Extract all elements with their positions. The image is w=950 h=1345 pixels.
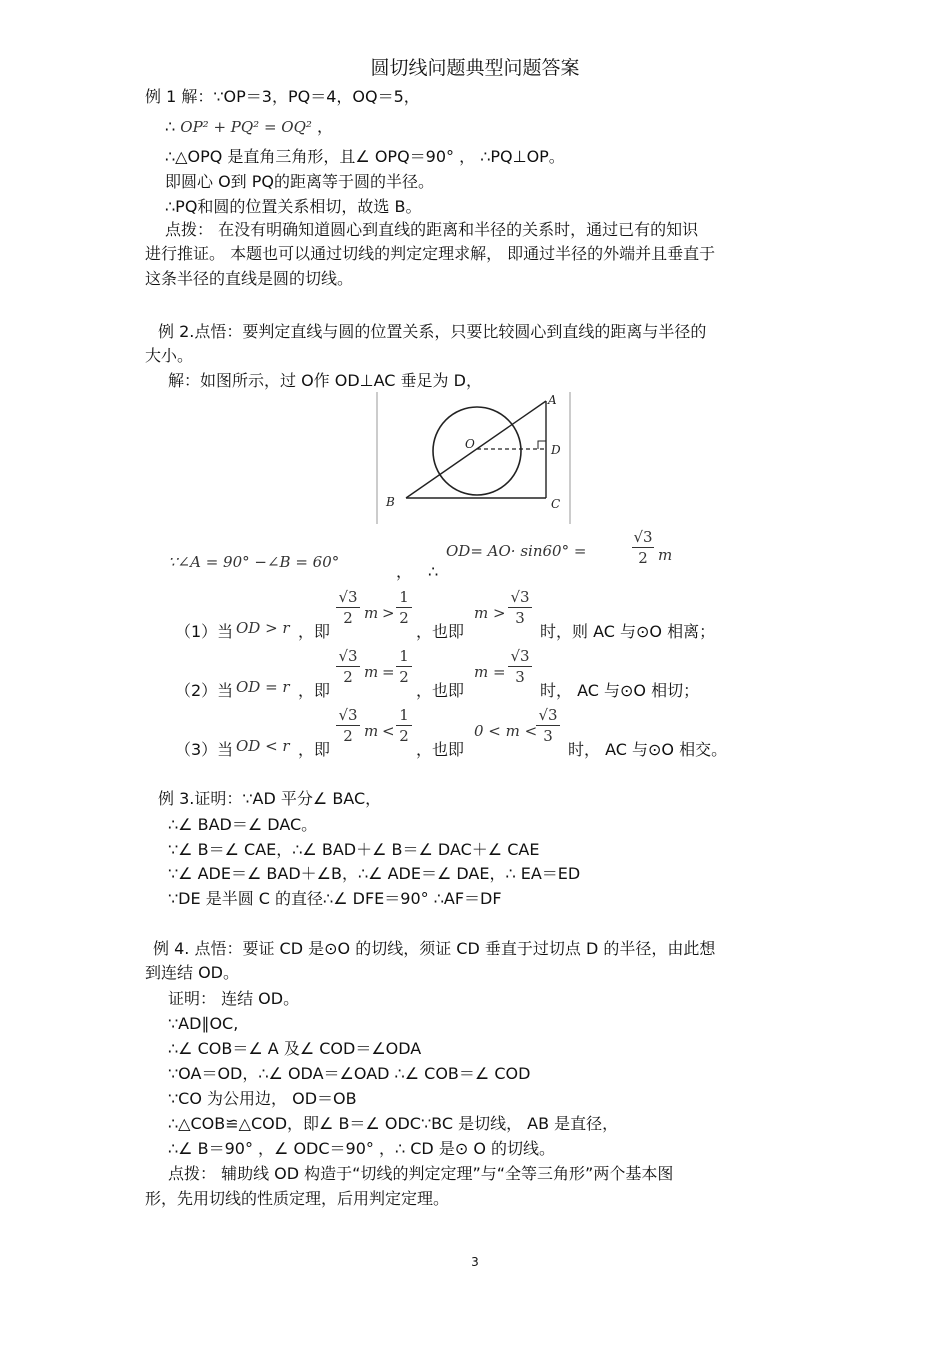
case3-ji: ，即 [298, 740, 331, 759]
case3-condition: OD < r [236, 737, 290, 755]
page-number: 3 [471, 1255, 479, 1269]
case3-suffix: 时， AC 与⊙O 相交。 [568, 740, 728, 759]
den: 3 [543, 727, 553, 745]
num: √3 [338, 588, 358, 606]
num: √3 [510, 588, 530, 606]
ex4-line-6: ∵OA＝OD，∴∠ ODA＝∠OAD ∴∠ COB＝∠ COD [168, 1064, 531, 1083]
ex1-line-7: 进行推证。 本题也可以通过切线的判定定理求解， 即通过半径的外端并且垂直于 [145, 244, 716, 263]
label-o: O [465, 437, 475, 451]
sqrt3-numerator: √3 [633, 528, 653, 546]
num: 1 [399, 706, 409, 724]
case3-prefix: （3）当 [175, 740, 234, 759]
bar [508, 666, 532, 667]
ex1-line-6: 点拨： 在没有明确知道圆心到直线的距离和半径的关系时，通过已有的知识 [165, 220, 699, 239]
num: 1 [399, 588, 409, 606]
num: √3 [338, 647, 358, 665]
ex2-line-2: 大小。 [145, 346, 194, 365]
ex4-line-2: 到连结 OD。 [145, 963, 240, 982]
geometry-figure [376, 392, 572, 524]
label-c: C [551, 497, 561, 511]
bar [336, 607, 360, 608]
ex3-line-3: ∵∠ B＝∠ CAE，∴∠ BAD＋∠ B＝∠ DAC＋∠ CAE [168, 840, 540, 859]
num: √3 [510, 647, 530, 665]
case1-ji: ，即 [298, 622, 331, 641]
comma: ， [317, 117, 334, 136]
ex1-line-8: 这条半径的直线是圆的切线。 [145, 269, 354, 288]
num: 1 [399, 647, 409, 665]
label-b: B [386, 495, 395, 509]
ex4-line-10: 点拨： 辅助线 OD 构造于“切线的判定定理”与“全等三角形”两个基本图 [168, 1164, 674, 1183]
ex3-line-5: ∵DE 是半圆 C 的直径∴∠ DFE＝90° ∴AF＝DF [168, 889, 502, 908]
case1-prefix: （1）当 [175, 622, 234, 641]
case1-frac-c [508, 588, 532, 627]
bar [536, 725, 560, 726]
ex1-line-4: 即圆心 O到 PQ的距离等于圆的半径。 [165, 172, 435, 191]
ex4-line-11: 形，先用切线的性质定理，后用判定定理。 [145, 1189, 450, 1208]
case3-m-ineq: 0 < m < [474, 722, 538, 740]
case2-m-ineq: m = [474, 663, 506, 681]
ex4-line-8: ∴△COB≌△COD，即∠ B＝∠ ODC∵BC 是切线， AB 是直径， [168, 1114, 619, 1133]
case1-m: m [364, 604, 379, 622]
right-angle-mark [538, 441, 546, 449]
case3-yeji: ，也即 [416, 740, 465, 759]
bar [336, 725, 360, 726]
ex3-line-4: ∵∠ ADE＝∠ BAD＋∠B，∴∠ ADE＝∠ DAE，∴ EA＝ED [168, 864, 581, 883]
case1-yeji: ，也即 [416, 622, 465, 641]
ex2-therefore: ∴ [428, 562, 439, 581]
case3-m: m [364, 722, 379, 740]
denominator: 2 [638, 549, 648, 567]
ex2-given-comma: ， [396, 562, 413, 581]
ex4-line-5: ∴∠ COB＝∠ A 及∠ COD＝∠ODA [168, 1039, 422, 1058]
case2-m: m [364, 663, 379, 681]
case2-suffix: 时， AC 与⊙O 相切； [540, 681, 700, 700]
case1-suffix: 时，则 AC 与⊙O 相离； [540, 622, 716, 641]
case1-ineq: > [382, 604, 395, 622]
ex2-given [168, 552, 339, 572]
ex4-line-3: 证明： 连结 OD。 [168, 989, 300, 1008]
circle-o [433, 407, 521, 495]
ex1-line-1: 例 1 解：∵OP＝3，PQ＝4，OQ＝5， [145, 87, 420, 106]
case2-ji: ，即 [298, 681, 331, 700]
pythagorean-equation: OP² + PQ² = OQ² [180, 118, 312, 136]
bar [396, 666, 412, 667]
ex1-line-3: ∴△OPQ 是直角三角形，且∠ OPQ＝90° ， ∴PQ⊥OP。 [165, 147, 565, 166]
ex4-line-7: ∵CO 为公用边， OD＝OB [168, 1089, 357, 1108]
case1-condition: OD > r [236, 619, 290, 637]
m-variable: m [658, 546, 673, 564]
den: 3 [515, 668, 525, 686]
case2-frac-c [508, 647, 532, 686]
bar [396, 725, 412, 726]
ex2-line-3: 解：如图所示，过 O作 OD⊥AC 垂足为 D， [168, 371, 482, 390]
case3-ineq: < [382, 722, 395, 740]
label-a: A [548, 393, 557, 407]
segment-ba [406, 401, 546, 498]
den: 2 [343, 727, 353, 745]
case2-prefix: （2）当 [175, 681, 234, 700]
den: 2 [399, 668, 409, 686]
case1-frac-b [396, 588, 412, 627]
bar [508, 607, 532, 608]
case2-frac-a [336, 647, 360, 686]
ex1-line-5: ∴PQ和圆的位置关系相切，故选 B。 [165, 197, 422, 216]
therefore-symbol: ∴ [165, 117, 176, 136]
ex3-line-2: ∴∠ BAD＝∠ DAC。 [168, 815, 318, 834]
den: 3 [515, 609, 525, 627]
fraction-bar [632, 547, 654, 548]
case3-frac-b [396, 706, 412, 745]
num: √3 [338, 706, 358, 724]
bar [336, 666, 360, 667]
den: 2 [399, 609, 409, 627]
den: 2 [343, 668, 353, 686]
den: 2 [399, 727, 409, 745]
page-title: 圆切线问题典型问题答案 [370, 57, 580, 79]
case2-yeji: ，也即 [416, 681, 465, 700]
bar [396, 607, 412, 608]
ex2-line-1: 例 2.点悟：要判定直线与圆的位置关系，只要比较圆心到直线的距离与半径的 [158, 322, 707, 341]
case2-frac-b [396, 647, 412, 686]
case1-m-ineq: m > [474, 604, 506, 622]
case3-frac-c [536, 706, 560, 745]
den: 2 [343, 609, 353, 627]
case1-frac-a [336, 588, 360, 627]
case2-condition: OD = r [236, 678, 290, 696]
ex1-equation-line [165, 117, 333, 137]
od-expression: OD= AO· sin60° = [446, 542, 587, 560]
ex4-line-1: 例 4. 点悟：要证 CD 是⊙O 的切线，须证 CD 垂直于过切点 D 的半径，由此想 [153, 939, 716, 958]
label-d: D [551, 443, 561, 457]
case2-ineq: = [382, 663, 395, 681]
ex4-line-4: ∵AD∥OC, [168, 1014, 239, 1033]
ex4-line-9: ∴∠ B＝90° ，∠ ODC＝90° ，∴ CD 是⊙ O 的切线。 [168, 1139, 556, 1158]
num: √3 [538, 706, 558, 724]
case3-frac-a [336, 706, 360, 745]
angle-given: ∵∠A = 90° −∠B = 60° [168, 553, 340, 571]
od-fraction [632, 528, 654, 567]
ex3-line-1: 例 3.证明：∵AD 平分∠ BAC， [158, 789, 382, 808]
